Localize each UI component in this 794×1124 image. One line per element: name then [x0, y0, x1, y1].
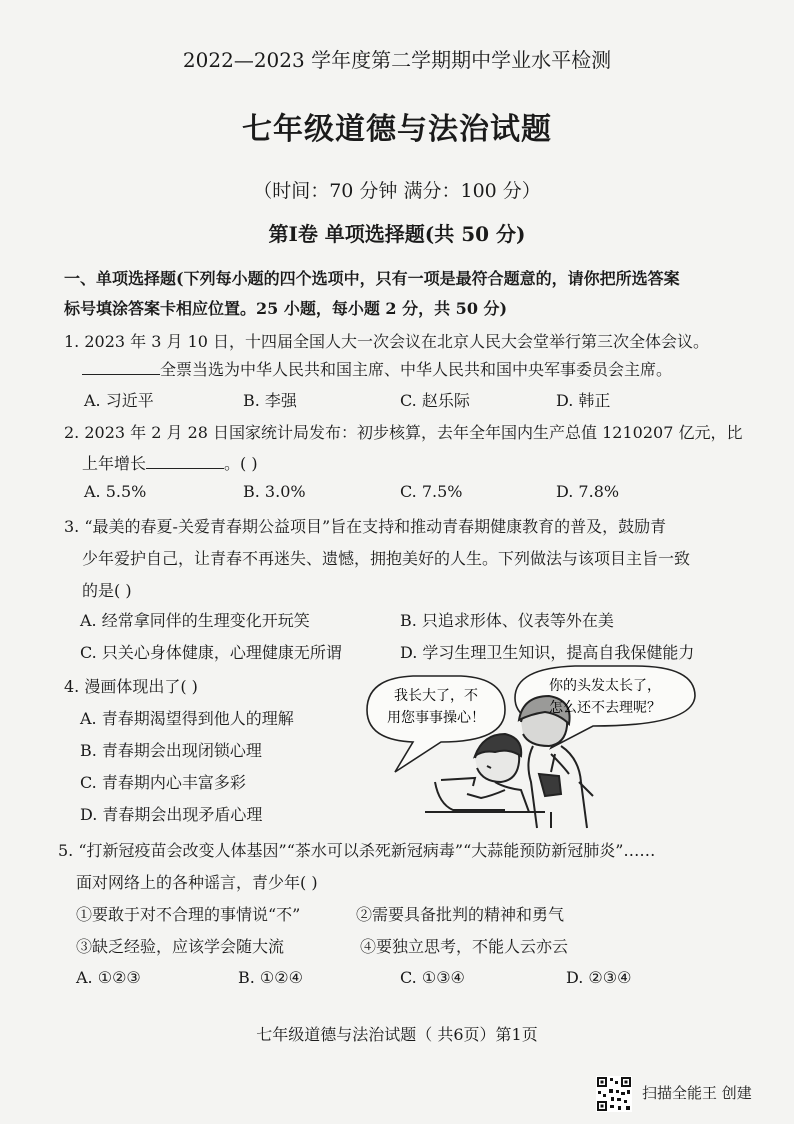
q4-option-c: C. 青春期内心丰富多彩: [80, 773, 246, 792]
instructions-line-2: 标号填涂答案卡相应位置。25 小题，每小题 2 分，共 50 分): [64, 299, 508, 318]
qr-code-icon: [596, 1076, 632, 1112]
q5-item-2: ②需要具备批判的精神和勇气: [356, 905, 565, 924]
scanner-watermark: 扫描全能王 创建: [642, 1084, 752, 1102]
answer-blank: [82, 360, 160, 375]
q1-stem-line-2: [82, 357, 672, 380]
q1-stem-line-1: 1. 2023 年 3 月 10 日，十四届全国人大一次会议在北京人民大会堂举行第三次全体会议。: [64, 332, 710, 351]
q3-option-b: B. 只追求形体、仪表等外在美: [400, 611, 614, 630]
q3-option-c: C. 只关心身体健康，心理健康无所谓: [80, 643, 342, 662]
q4-option-b: B. 青春期会出现闭锁心理: [80, 741, 262, 760]
child-figure: [467, 734, 529, 812]
instructions-line-1: 一、单项选择题(下列每小题的四个选项中，只有一项是最符合题意的，请你把所选答案: [64, 269, 680, 288]
child-speech-line-2: 用您事事操心！: [387, 710, 485, 726]
q1-option-a: A. 习近平: [84, 391, 154, 410]
q4-option-d: D. 青春期会出现矛盾心理: [80, 805, 263, 824]
page-footer: 七年级道德与法治试题（ 共6页）第1页: [256, 1025, 538, 1044]
q5-option-a: A. ①②③: [76, 968, 141, 987]
q1-option-b: B. 李强: [243, 391, 297, 410]
exam-header: 2022—2023 学年度第二学期期中学业水平检测: [182, 48, 612, 72]
q2-answer-bracket: 。( ): [224, 454, 258, 473]
q5-option-b: B. ①②④: [238, 968, 303, 987]
q1-option-c: C. 赵乐际: [400, 391, 470, 410]
parent-speech-line-2: 怎么还不去理呢？: [549, 700, 661, 716]
section-title: 第Ⅰ卷 单项选择题(共 50 分): [268, 222, 526, 246]
q2-option-d: D. 7.8%: [556, 482, 620, 501]
child-speech-line-1: 我长大了，不: [394, 688, 478, 704]
q3-option-a: A. 经常拿同伴的生理变化开玩笑: [80, 611, 310, 630]
q3-stem-line-3: 的是( ): [82, 581, 132, 600]
q3-stem-line-2: 少年爱护自己，让青春不再迷失、遗憾，拥抱美好的人生。下列做法与该项目主旨一致: [82, 549, 691, 568]
answer-blank: [146, 454, 224, 469]
q1-option-d: D. 韩正: [556, 391, 611, 410]
q5-option-d: D. ②③④: [566, 968, 632, 987]
q5-item-1: ①要敢于对不合理的事情说“不”: [76, 905, 301, 924]
q5-option-c: C. ①③④: [400, 968, 465, 987]
q5-stem-line-2: 面对网络上的各种谣言，青少年( ): [76, 873, 318, 892]
q4-option-a: A. 青春期渴望得到他人的理解: [80, 709, 294, 728]
q5-item-3: ③缺乏经验，应该学会随大流: [76, 937, 285, 956]
q3-stem-line-1: 3. “最美的春夏-关爱青春期公益项目”旨在支持和推动青春期健康教育的普及，鼓励青: [64, 517, 667, 536]
q2-option-c: C. 7.5%: [400, 482, 463, 501]
q1-stem-text: 全票当选为中华人民共和国主席、中华人民共和国中央军事委员会主席。: [160, 360, 673, 379]
q2-option-a: A. 5.5%: [84, 482, 147, 501]
q2-stem-text: 上年增长: [82, 454, 147, 473]
parent-speech-line-1: 你的头发太长了，: [549, 678, 661, 694]
q2-stem-line-2: [82, 451, 258, 474]
cartoon-illustration: [355, 662, 725, 830]
q5-stem-line-1: 5. “打新冠疫苗会改变人体基因”“茶水可以杀死新冠病毒”“大蒜能预防新冠肺炎”……: [58, 841, 656, 860]
q2-option-b: B. 3.0%: [243, 482, 306, 501]
q3-option-d: D. 学习生理卫生知识，提高自我保健能力: [400, 643, 695, 662]
q4-stem: 4. 漫画体现出了( ): [64, 677, 198, 696]
exam-info: （时间：70 分钟 满分：100 分）: [253, 180, 541, 202]
q2-stem-line-1: 2. 2023 年 2 月 28 日国家统计局发布：初步核算，去年全年国内生产总值 1210207 亿元，比: [64, 423, 743, 442]
page-title: 七年级道德与法治试题: [242, 112, 552, 147]
q5-item-4: ④要独立思考，不能人云亦云: [360, 937, 569, 956]
